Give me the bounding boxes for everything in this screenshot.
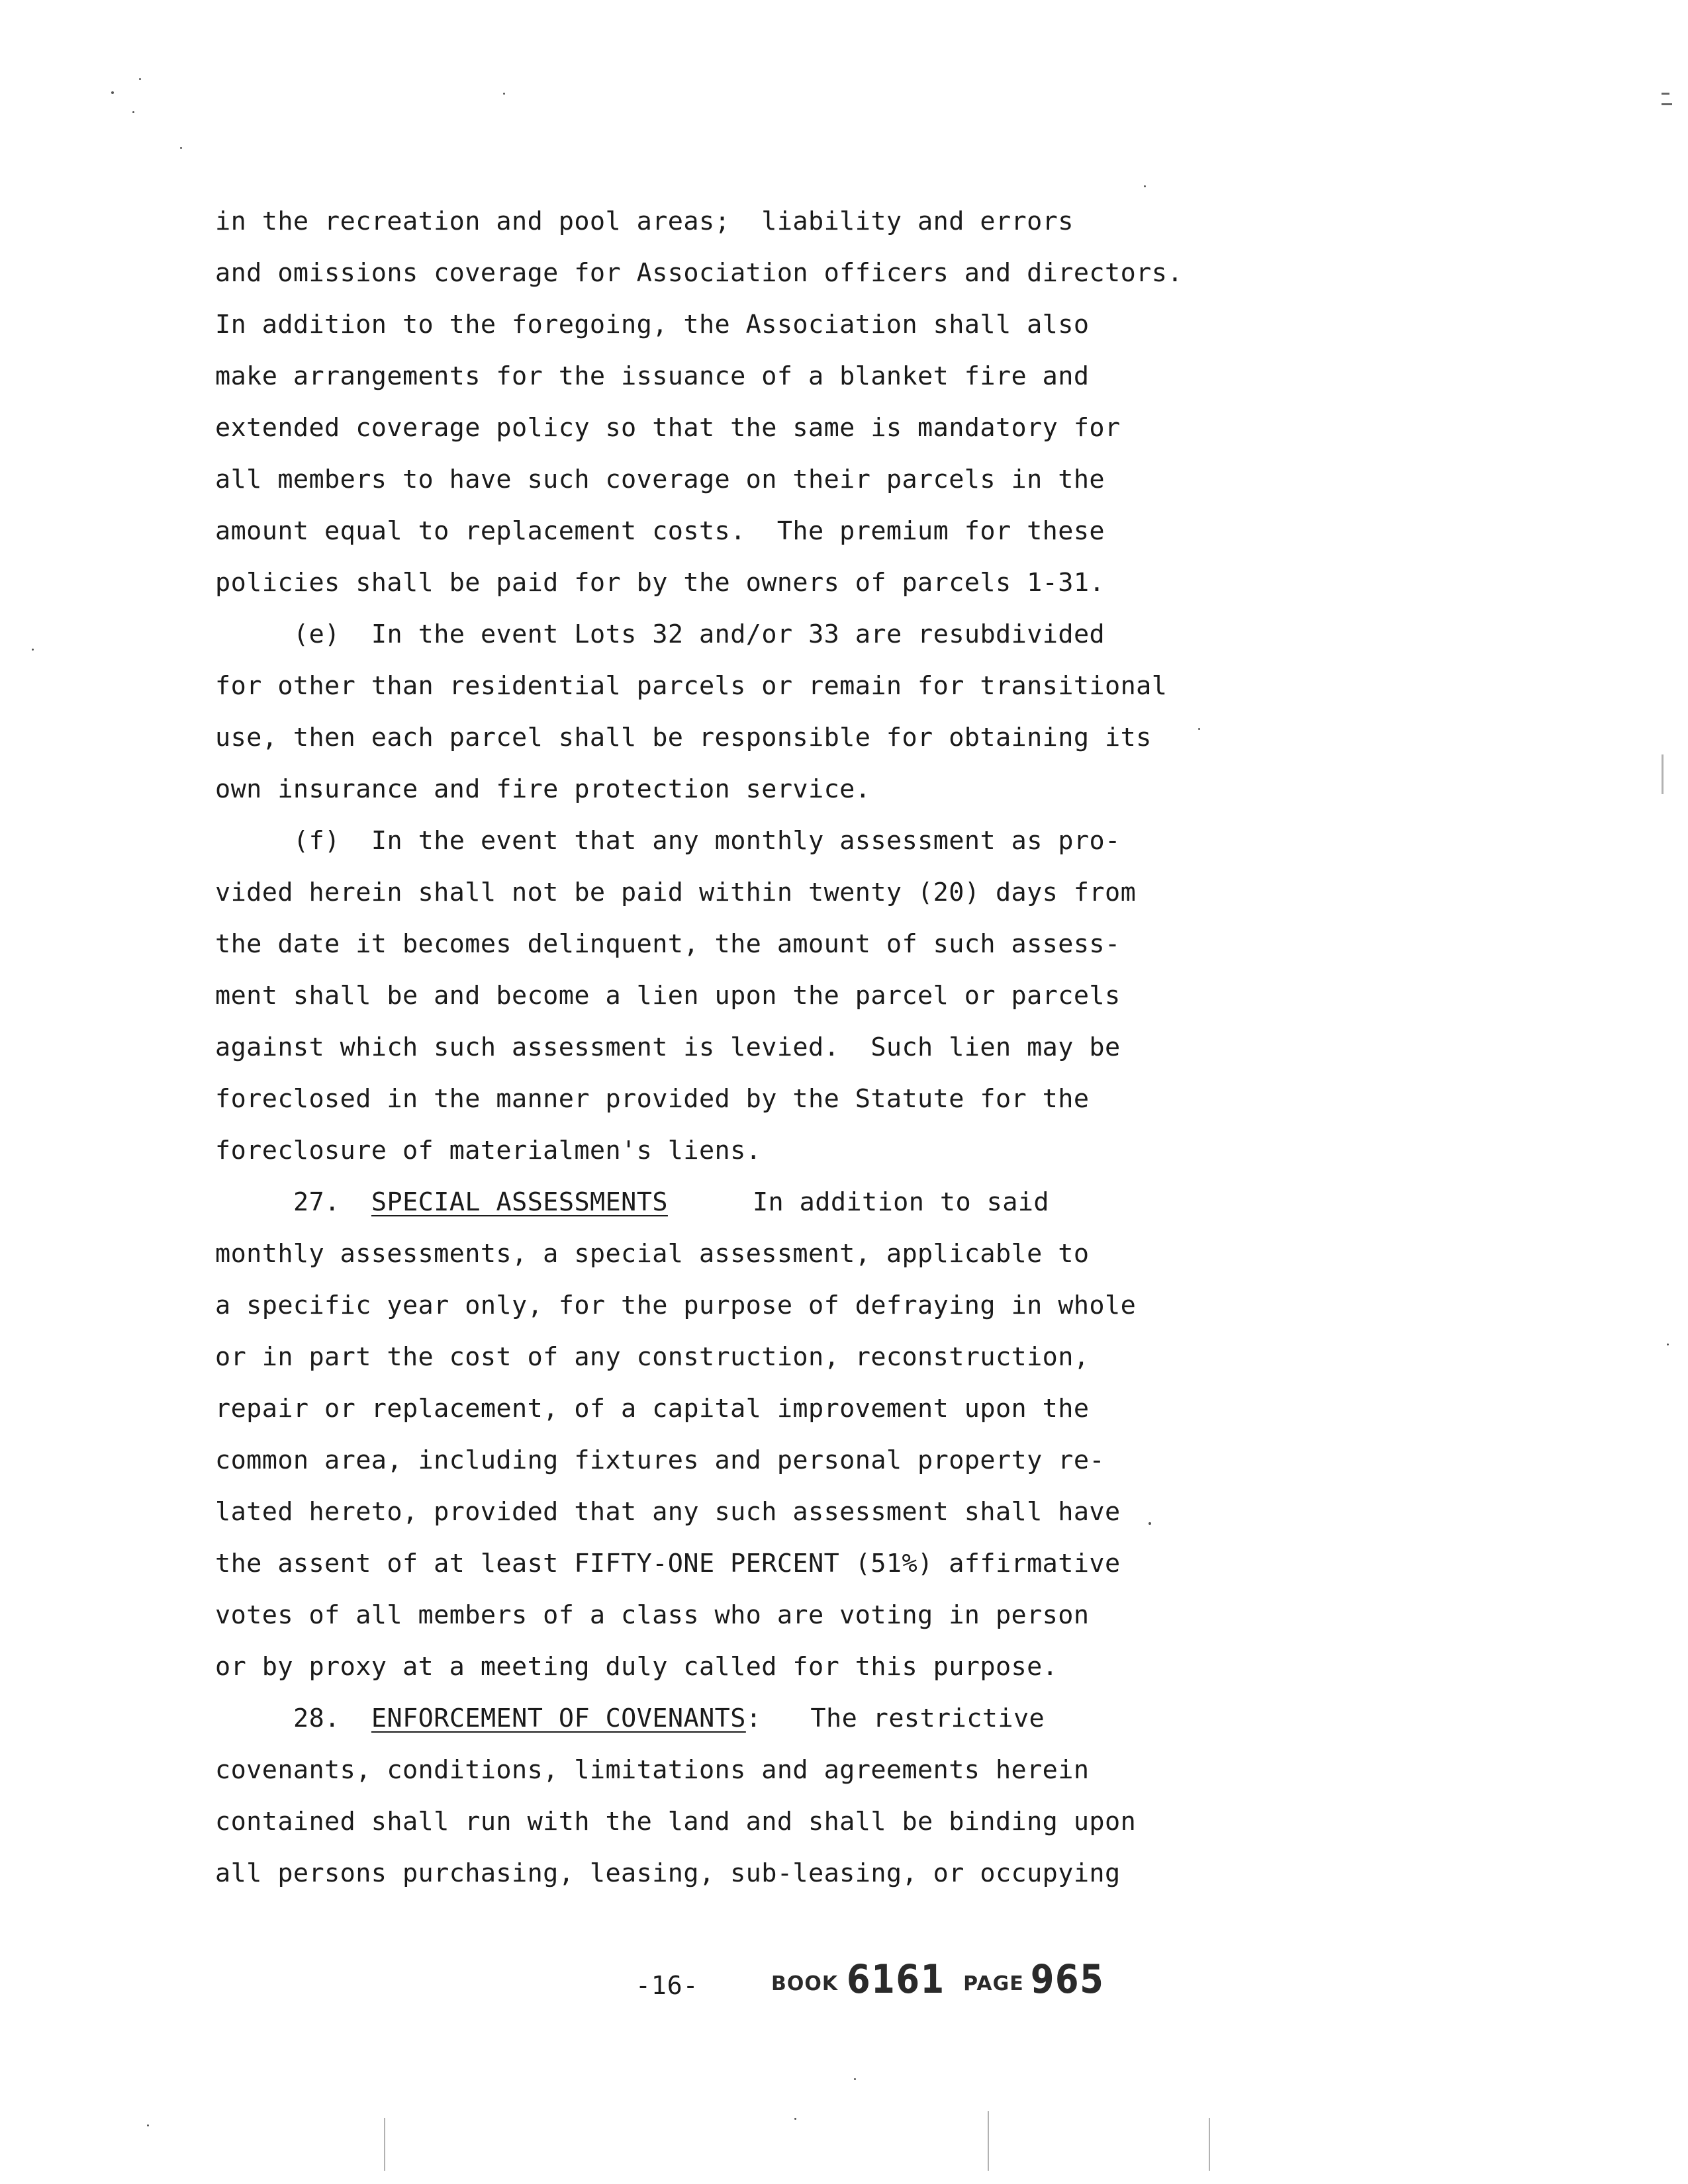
text-line: vided herein shall not be paid within twenty (20) days from <box>215 878 1137 907</box>
page-footer <box>0 1956 1688 2016</box>
page-label: PAGE <box>963 1972 1024 1995</box>
text-line: a specific year only, for the purpose of defraying in whole <box>215 1291 1137 1320</box>
text-line: monthly assessments, a special assessment, applicable to <box>215 1239 1090 1269</box>
text-line: the date it becomes delinquent, the amount of such assess- <box>215 929 1121 959</box>
scan-speck <box>139 78 141 80</box>
scan-speck <box>503 93 505 95</box>
paragraph-e-start: (e) In the event Lots 32 and/or 33 are resubdivided <box>293 619 1105 649</box>
text-line: and omissions coverage for Association officers and directors. <box>215 258 1183 288</box>
section-27-lead: In addition to said <box>752 1187 1049 1217</box>
text-line: or in part the cost of any construction, reconstruction, <box>215 1342 1090 1372</box>
scan-speck <box>794 2118 796 2120</box>
text-line: the assent of at least FIFTY-ONE PERCENT (51%) affirmative <box>215 1549 1121 1578</box>
scan-speck <box>132 111 134 113</box>
scan-mark <box>1209 2118 1210 2171</box>
scan-mark <box>988 2111 989 2171</box>
paragraph-f-start: (f) In the event that any monthly assessment as pro- <box>293 826 1121 856</box>
section-28-heading-line <box>215 1693 1208 1745</box>
text-line: use, then each parcel shall be responsible for obtaining its <box>215 723 1152 752</box>
scan-speck <box>1149 1522 1151 1525</box>
book-number: 6161 <box>847 1956 945 2003</box>
text-line: repair or replacement, of a capital improvement upon the <box>215 1394 1090 1424</box>
page-number: -16- <box>635 1971 699 2000</box>
section-27-heading-line <box>215 1177 1208 1228</box>
body-text <box>215 196 1208 1899</box>
book-page-stamp <box>771 1956 1111 2003</box>
text-line: in the recreation and pool areas; liability and errors <box>215 206 1074 236</box>
scan-speck <box>32 649 34 651</box>
text-line: against which such assessment is levied. Such lien may be <box>215 1032 1121 1062</box>
section-28-number: 28. <box>293 1704 340 1733</box>
text-line: contained shall run with the land and shall be binding upon <box>215 1807 1137 1837</box>
section-27-heading: SPECIAL ASSESSMENTS <box>371 1187 668 1217</box>
scan-mark <box>1662 103 1672 105</box>
section-28-lead: The restrictive <box>810 1704 1045 1733</box>
text-line: foreclosure of materialmen's liens. <box>215 1136 762 1165</box>
text-line: all members to have such coverage on their parcels in the <box>215 465 1105 494</box>
text-line: own insurance and fire protection service. <box>215 774 871 804</box>
text-line: make arrangements for the issuance of a blanket fire and <box>215 361 1090 391</box>
text-line: amount equal to replacement costs. The premium for these <box>215 516 1105 546</box>
scan-speck <box>1667 1343 1669 1345</box>
scan-speck <box>147 2124 149 2126</box>
text-line: lated hereto, provided that any such assessment shall have <box>215 1497 1121 1527</box>
section-27-number: 27. <box>293 1187 340 1217</box>
scan-mark <box>1662 93 1669 95</box>
text-line: for other than residential parcels or remain for transitional <box>215 671 1168 701</box>
scan-speck <box>854 2078 856 2080</box>
scan-speck <box>180 147 182 149</box>
text-line: policies shall be paid for by the owners of parcels 1-31. <box>215 568 1105 598</box>
text-line: foreclosed in the manner provided by the Statute for the <box>215 1084 1090 1114</box>
text-line: covenants, conditions, limitations and agreements herein <box>215 1755 1090 1785</box>
scan-mark <box>384 2118 385 2171</box>
page-value: 965 <box>1030 1956 1105 2003</box>
text-line: extended coverage policy so that the same is mandatory for <box>215 413 1121 443</box>
scan-speck <box>1198 728 1200 730</box>
text-line: common area, including fixtures and personal property re- <box>215 1445 1105 1475</box>
text-line: or by proxy at a meeting duly called for this purpose. <box>215 1652 1058 1682</box>
section-28-heading: ENFORCEMENT OF COVENANTS <box>371 1704 746 1733</box>
text-line: all persons purchasing, leasing, sub-leasing, or occupying <box>215 1858 1121 1888</box>
scan-speck <box>111 91 114 94</box>
scan-mark <box>1662 754 1664 794</box>
scan-speck <box>1144 185 1146 187</box>
book-label: BOOK <box>771 1972 839 1995</box>
section-28-colon: : <box>745 1704 762 1733</box>
text-line: ment shall be and become a lien upon the parcel or parcels <box>215 981 1121 1011</box>
text-line: In addition to the foregoing, the Association shall also <box>215 310 1090 340</box>
text-line: votes of all members of a class who are voting in person <box>215 1600 1090 1630</box>
